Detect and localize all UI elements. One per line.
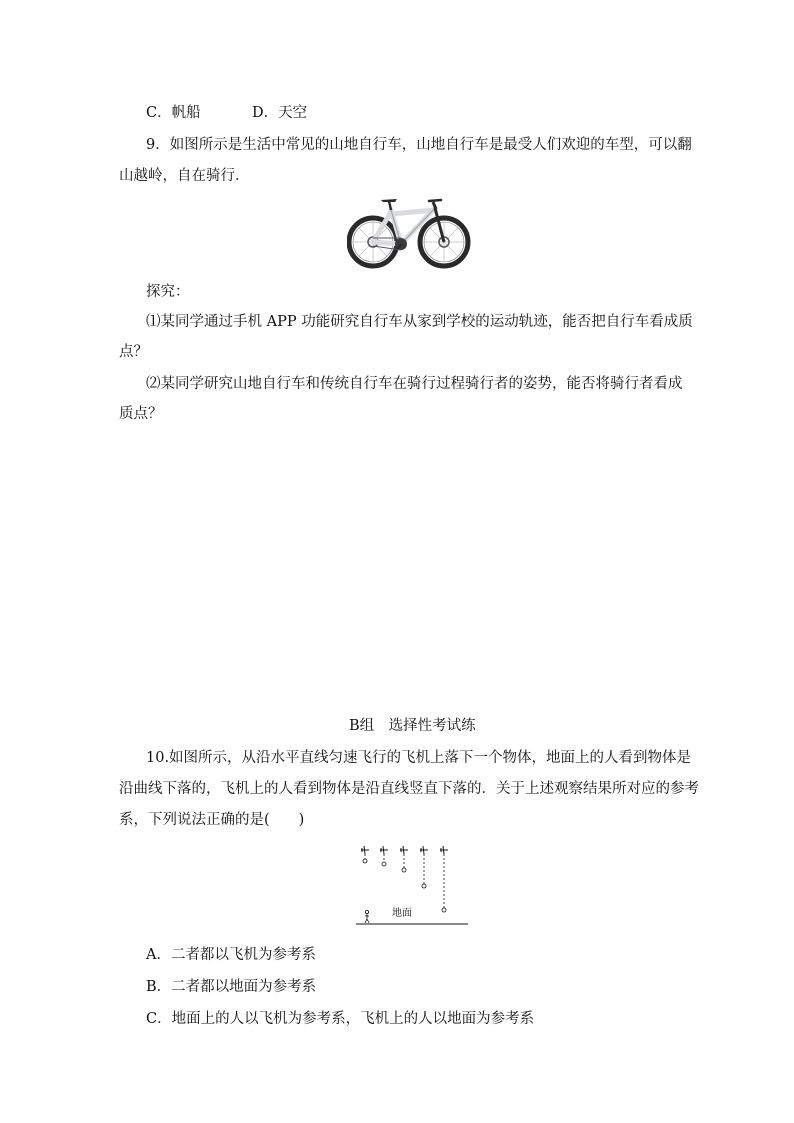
q10-stem-line1: 10.如图所示，从沿水平直线匀速飞行的飞机上落下一个物体，地面上的人看到物体是: [146, 750, 692, 766]
airplane-icon: [440, 846, 448, 854]
airplane-drop-diagram: [352, 842, 472, 930]
q9-stem-line1: 9．如图所示是生活中常见的山地自行车，山地自行车是最受人们欢迎的车型，可以翻: [146, 137, 692, 153]
q9-sub1-line1: ⑴某同学通过手机 APP 功能研究自行车从家到学校的运动轨迹，能否把自行车看成质: [146, 314, 693, 330]
falling-object: [422, 884, 426, 888]
airplane-drop-figure: [352, 842, 472, 930]
q9-stem-line2: 山越岭，自在骑行．: [119, 168, 250, 184]
section-b-title: B组 选择性考试练: [349, 718, 476, 734]
q8-option-c: C．帆船: [146, 105, 201, 121]
airplane-icon: [380, 846, 388, 854]
q9-explore-label: 探究：: [146, 284, 190, 300]
bicycle-figure: [347, 192, 475, 270]
airplane-icon: [400, 846, 408, 854]
q10-option-a: A．二者都以飞机为参考系: [146, 947, 316, 963]
q9-sub2-line2: 质点？: [119, 406, 163, 422]
q8-option-d: D．天空: [252, 105, 308, 121]
q10-option-b: B．二者都以地面为参考系: [146, 979, 317, 995]
airplane-icon: [361, 846, 369, 854]
ground-label: 地面: [392, 908, 412, 919]
airplane-icon: [420, 846, 428, 854]
q10-option-c: C．地面上的人以飞机为参考系，飞机上的人以地面为参考系: [146, 1011, 535, 1027]
falling-object: [382, 862, 386, 866]
bicycle-icon: [347, 192, 475, 270]
falling-object: [442, 908, 446, 912]
falling-object: [402, 868, 406, 872]
q10-stem-line2: 沿曲线下落的，飞机上的人看到物体是沿直线竖直下落的．关于上述观察结果所对应的参考: [119, 781, 699, 797]
q9-sub2-line1: ⑵某同学研究山地自行车和传统自行车在骑行过程骑行者的姿势，能否将骑行者看成: [146, 376, 683, 392]
q9-sub1-line2: 点？: [119, 344, 148, 360]
q10-stem-line3: 系，下列说法正确的是( ): [119, 812, 305, 828]
person-icon: [365, 910, 369, 923]
falling-object: [363, 859, 367, 863]
